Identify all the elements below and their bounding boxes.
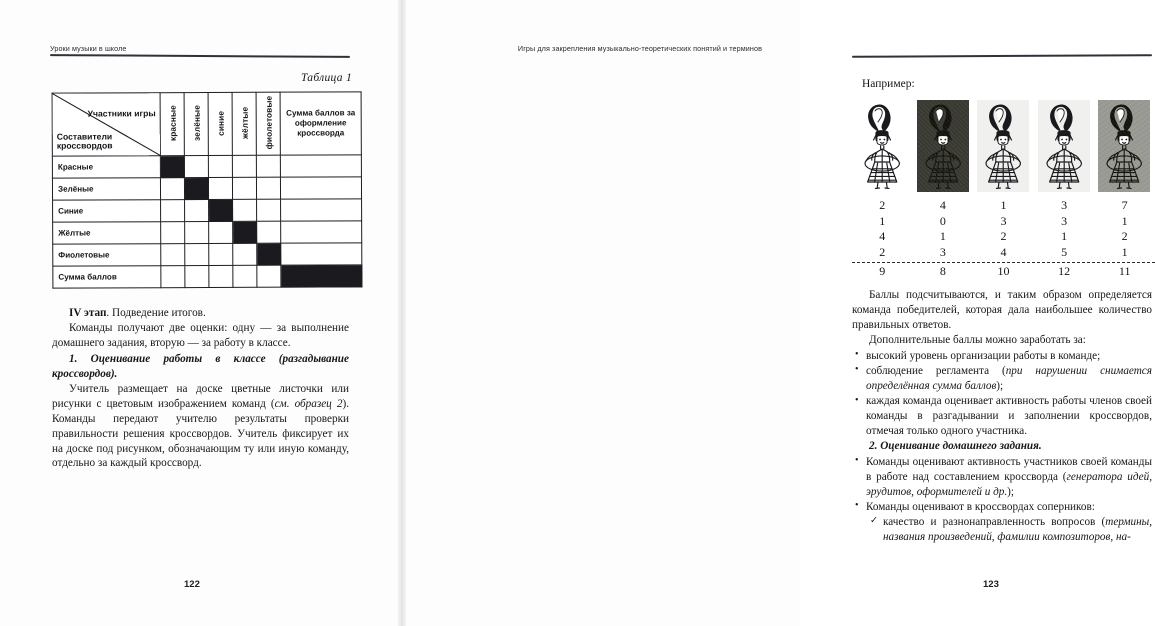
list-item-italic: генератора идей, эрудитов, оформителей и др. [866, 470, 1152, 498]
list-item-text: высокий уровень организации работы в команде; [866, 349, 1101, 362]
score-total-value: 8 [939, 264, 946, 278]
score-row [852, 198, 1155, 214]
matrix-cell [257, 265, 281, 287]
left-page-body [52, 306, 349, 472]
list-item-text: качество и разнонаправленность вопросов ( [883, 516, 1106, 529]
left-running-head: Уроки музыки в школе [50, 44, 127, 53]
matrix-cell [281, 221, 362, 243]
matrix-cell [208, 155, 232, 177]
matrix-cell [160, 178, 184, 200]
score-value: 2 [879, 198, 886, 212]
score-total-value: 12 [1058, 264, 1071, 278]
table-caption: Таблица 1 [301, 72, 352, 84]
figure-green-team [917, 100, 969, 192]
matrix-cell [161, 222, 185, 244]
score-value: 5 [1061, 244, 1068, 259]
score-row [852, 229, 1155, 245]
homework-grading-list [852, 455, 1152, 515]
criteria-checklist [852, 515, 1152, 545]
score-value: 3 [1061, 198, 1068, 212]
matrix-cell [209, 221, 233, 243]
left-page [0, 0, 400, 626]
matrix-cell [185, 265, 209, 287]
list-item-italic: термины, названия произведений, фамилии композиторов, на- [883, 516, 1152, 544]
left-paragraph-2-italic: см. образец 2 [274, 397, 343, 410]
matrix-cell [256, 155, 280, 177]
score-value: 0 [939, 213, 946, 228]
matrix-cell [233, 265, 257, 287]
matrix-col-head-green: зелёные [184, 92, 208, 155]
score-value: 1 [1121, 244, 1128, 259]
matrix-cell-blocked [257, 243, 281, 265]
matrix-cell [161, 244, 185, 266]
matrix-cell [233, 199, 257, 221]
list-item-text: Команды оценивают в кроссвордах соперников: [866, 500, 1095, 513]
figure-red-team [856, 100, 908, 192]
score-row [852, 214, 1155, 230]
matrix-cell [184, 155, 208, 177]
bonus-points-list [852, 349, 1152, 439]
corner-bottom-label: Составители кроссвордов [56, 131, 113, 152]
matrix-cell [185, 221, 209, 243]
matrix-col-head-violet: фиолетовые [256, 92, 280, 155]
matrix-cell [281, 243, 362, 265]
left-paragraph-2 [52, 382, 349, 471]
matrix-col-head-yellow: жёлтые [232, 92, 256, 155]
right-page [400, 0, 1152, 626]
list-item [852, 394, 1152, 439]
matrix-cell [209, 243, 233, 265]
right-header-rule [852, 54, 1152, 58]
matrix-body [52, 155, 362, 288]
matrix-cell [256, 177, 280, 199]
matrix-row-label: Зелёные [52, 178, 160, 200]
matrix-row [53, 265, 362, 288]
matrix-cell-blocked [233, 221, 257, 243]
matrix-row-label: Фиолетовые [53, 244, 161, 266]
matrix-row [53, 199, 362, 222]
left-paragraph-1: Команды получают две оценки: одну — за выполнение домашнего задания, вторую — за работу в классе. [52, 322, 349, 350]
matrix-row-label: Жёлтые [53, 222, 161, 244]
matrix-cell-blocked [160, 156, 184, 178]
left-paragraph-2-b: ). Команды передают учителю результаты проверки правильности решения кроссвордов. Учитель фиксирует их на доске под рисунком, обозначающим ту или иную команду, отдельно за каждый кроссворд. [52, 397, 349, 470]
score-columns [852, 198, 1155, 280]
figure-violet-team [1098, 100, 1150, 192]
score-value: 1 [1000, 198, 1007, 212]
matrix-corner-cell [52, 93, 160, 156]
right-page-body [852, 288, 1152, 545]
stage-heading-rest: . Подведение итогов. [106, 307, 206, 319]
matrix-cell-blocked [209, 199, 233, 221]
score-totals-divider [852, 262, 1155, 263]
score-row [852, 245, 1155, 261]
figure-blue-team [977, 100, 1029, 192]
list-item [852, 455, 1152, 500]
stage-heading [52, 306, 349, 321]
score-value: 2 [1121, 229, 1128, 243]
score-value: 2 [879, 244, 886, 259]
right-page-number: 123 [983, 579, 999, 590]
matrix-cell-blocked [184, 177, 208, 199]
list-item-text: Команды оценивают активность участников своей команды в работе над составлением кроссворда ( [866, 455, 1152, 483]
matrix-cell [161, 200, 185, 222]
list-item-italic: при нарушении снимается определённая сумма баллов [866, 364, 1152, 392]
matrix-col-head-sum: Сумма баллов за оформление кроссворда [280, 92, 361, 155]
score-value: 7 [1121, 198, 1128, 212]
matrix-row [52, 155, 361, 178]
score-value: 4 [879, 229, 886, 243]
matrix-cell [232, 177, 256, 199]
score-value: 2 [1000, 229, 1007, 243]
score-total-value: 11 [1118, 264, 1131, 278]
score-value: 1 [939, 229, 946, 243]
matrix-cell [185, 199, 209, 221]
matrix-cell [257, 199, 281, 221]
list-item [852, 349, 1152, 364]
matrix-cell [161, 266, 185, 288]
left-header-rule [50, 54, 350, 58]
score-value: 3 [1000, 213, 1007, 228]
matrix-row-label: Синие [53, 200, 161, 222]
left-subheading-1: 1. Оценивание работы в классе (разгадывание кроссвордов). [52, 352, 349, 380]
list-item-text: соблюдение регламента ( [866, 364, 1006, 377]
score-total-value: 9 [879, 264, 886, 278]
matrix-cell [208, 177, 232, 199]
score-value: 3 [1061, 213, 1068, 228]
list-item [852, 364, 1152, 394]
stage-heading-bold: IV этап [69, 307, 107, 319]
matrix-cell-blocked [281, 265, 362, 287]
score-totals-row [852, 264, 1155, 280]
matrix-row-label: Сумма баллов [53, 266, 161, 288]
matrix-cell [232, 155, 256, 177]
team-figure-row [852, 100, 1155, 192]
matrix-row [52, 177, 361, 200]
matrix-row [53, 221, 362, 244]
list-item [852, 500, 1152, 515]
score-value: 4 [1000, 244, 1007, 259]
score-value: 1 [879, 213, 886, 228]
right-paragraph-2: Дополнительные баллы можно заработать за: [869, 334, 1086, 347]
matrix-cell [233, 243, 257, 265]
score-value: 3 [939, 244, 946, 259]
crossword-score-matrix [52, 91, 363, 288]
matrix-cell [185, 243, 209, 265]
left-paragraph-2-a: Учитель размещает на доске цветные листочки или рисунки с цветовым изображением команд ( [52, 382, 349, 410]
matrix-row [53, 243, 362, 266]
matrix-cell [280, 155, 361, 177]
matrix-cell [281, 199, 362, 221]
figure-yellow-team [1038, 100, 1090, 192]
matrix-cell [257, 221, 281, 243]
example-label: Например: [862, 78, 915, 90]
matrix-col-head-red: красные [160, 93, 184, 156]
matrix-header-row [52, 92, 361, 156]
matrix-cell [209, 265, 233, 287]
right-paragraph-1: Баллы подсчитываются, и таким образом определяется команда победителей, которая дала наибольшее количество правильных ответов. [852, 289, 1152, 331]
matrix-row-label: Красные [52, 156, 160, 178]
score-value: 1 [1121, 213, 1128, 228]
score-value: 4 [939, 198, 946, 212]
matrix-cell [280, 177, 361, 199]
right-running-head: Игры для закрепления музыкально-теоретических понятий и терминов [517, 44, 762, 53]
score-value: 1 [1061, 229, 1068, 243]
checklist-item [870, 515, 1152, 545]
list-item-text: каждая команда оценивает активность работы членов своей команды в разгадывании и заполнении кроссвордов, отмечая только одного участника. [866, 395, 1152, 438]
right-subheading-2: 2. Оценивание домашнего задания. [869, 440, 1042, 453]
matrix-col-head-blue: синие [208, 92, 232, 155]
score-total-value: 10 [997, 264, 1010, 278]
list-item-text-end: ); [1007, 485, 1015, 498]
list-item-text-end: ); [996, 379, 1004, 392]
corner-top-label: Участники игры [87, 108, 156, 119]
left-page-number: 122 [184, 579, 200, 590]
